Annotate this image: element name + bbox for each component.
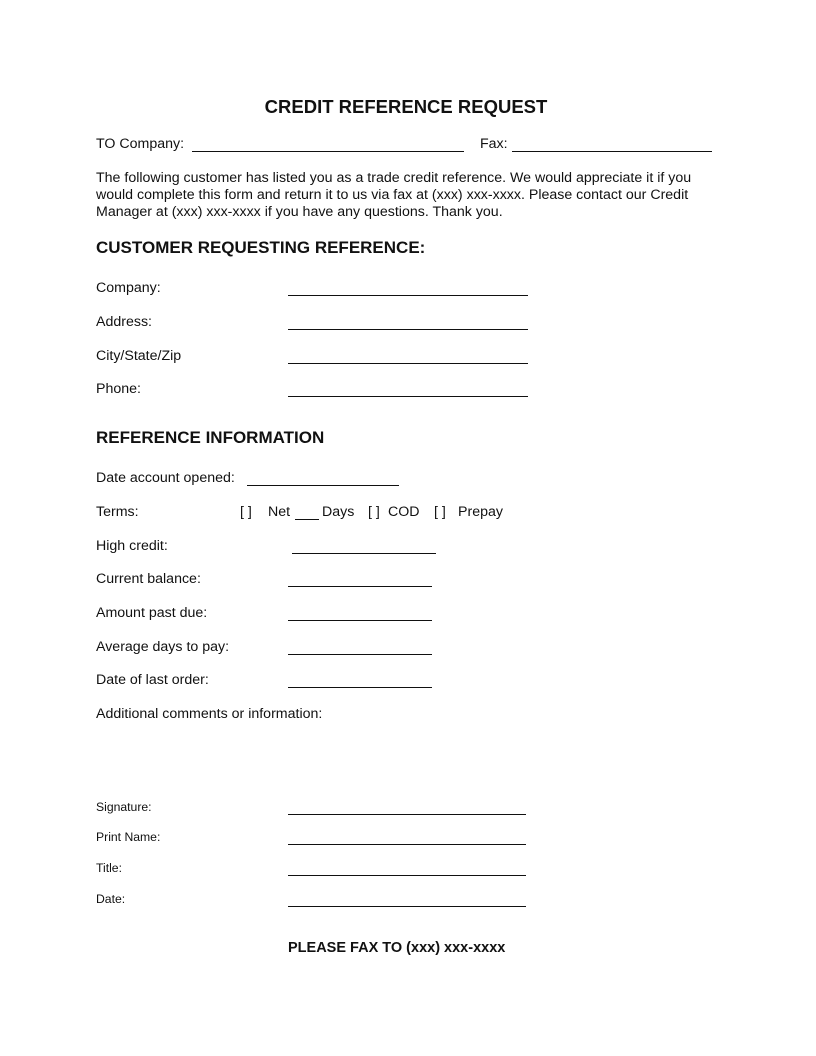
company-blank[interactable] — [288, 295, 528, 296]
phone-label: Phone: — [96, 381, 141, 397]
amount-past-due-label: Amount past due: — [96, 605, 208, 621]
address-label: Address: — [96, 314, 152, 330]
city-state-zip-blank[interactable] — [288, 363, 528, 364]
fax-footer: PLEASE FAX TO (xxx) xxx-xxxx — [288, 940, 506, 956]
customer-section-heading: CUSTOMER REQUESTING REFERENCE: — [96, 238, 426, 257]
intro-line: would complete this form and return it to us via fax at (xxx) xxx-xxxx. Please contact our Credit — [96, 187, 689, 203]
title-label: Title: — [96, 861, 122, 875]
comments-label: Additional comments or information: — [96, 706, 323, 722]
company-label: Company: — [96, 280, 161, 296]
title-blank[interactable] — [288, 875, 526, 876]
date-opened-label: Date account opened: — [96, 470, 235, 486]
cod-checkbox[interactable]: [ ] — [368, 504, 380, 520]
terms-label: Terms: — [96, 504, 139, 520]
print-name-blank[interactable] — [288, 844, 526, 845]
amount-past-due-blank[interactable] — [288, 620, 432, 621]
to-company-label: TO Company: — [96, 136, 185, 152]
current-balance-label: Current balance: — [96, 571, 201, 587]
date-opened-blank[interactable] — [247, 485, 399, 486]
net-label: Net — [268, 504, 291, 520]
signature-label: Signature: — [96, 800, 152, 814]
cod-label: COD — [388, 504, 420, 520]
last-order-blank[interactable] — [288, 687, 432, 688]
fax-blank[interactable] — [512, 151, 712, 152]
net-checkbox[interactable]: [ ] — [240, 504, 252, 520]
signature-blank[interactable] — [288, 814, 526, 815]
intro-line: The following customer has listed you as a trade credit reference. We would appreciate it if you — [96, 170, 692, 186]
average-days-label: Average days to pay: — [96, 639, 230, 655]
date-blank[interactable] — [288, 906, 526, 907]
high-credit-label: High credit: — [96, 538, 168, 554]
average-days-blank[interactable] — [288, 654, 432, 655]
reference-section-heading: REFERENCE INFORMATION — [96, 428, 325, 447]
date-label: Date: — [96, 892, 126, 906]
net-days-blank[interactable] — [295, 519, 319, 520]
to-company-blank[interactable] — [192, 151, 464, 152]
page-title: CREDIT REFERENCE REQUEST — [264, 96, 548, 117]
days-label: Days — [322, 504, 355, 520]
phone-blank[interactable] — [288, 396, 528, 397]
prepay-checkbox[interactable]: [ ] — [434, 504, 446, 520]
current-balance-blank[interactable] — [288, 586, 432, 587]
fax-label: Fax: — [480, 136, 508, 152]
intro-line: Manager at (xxx) xxx-xxxx if you have any questions. Thank you. — [96, 204, 503, 220]
address-blank[interactable] — [288, 329, 528, 330]
print-name-label: Print Name: — [96, 830, 161, 844]
intro-paragraph — [96, 170, 736, 221]
prepay-label: Prepay — [458, 504, 503, 520]
last-order-label: Date of last order: — [96, 672, 209, 688]
city-state-zip-label: City/State/Zip — [96, 348, 182, 364]
high-credit-blank[interactable] — [292, 553, 436, 554]
